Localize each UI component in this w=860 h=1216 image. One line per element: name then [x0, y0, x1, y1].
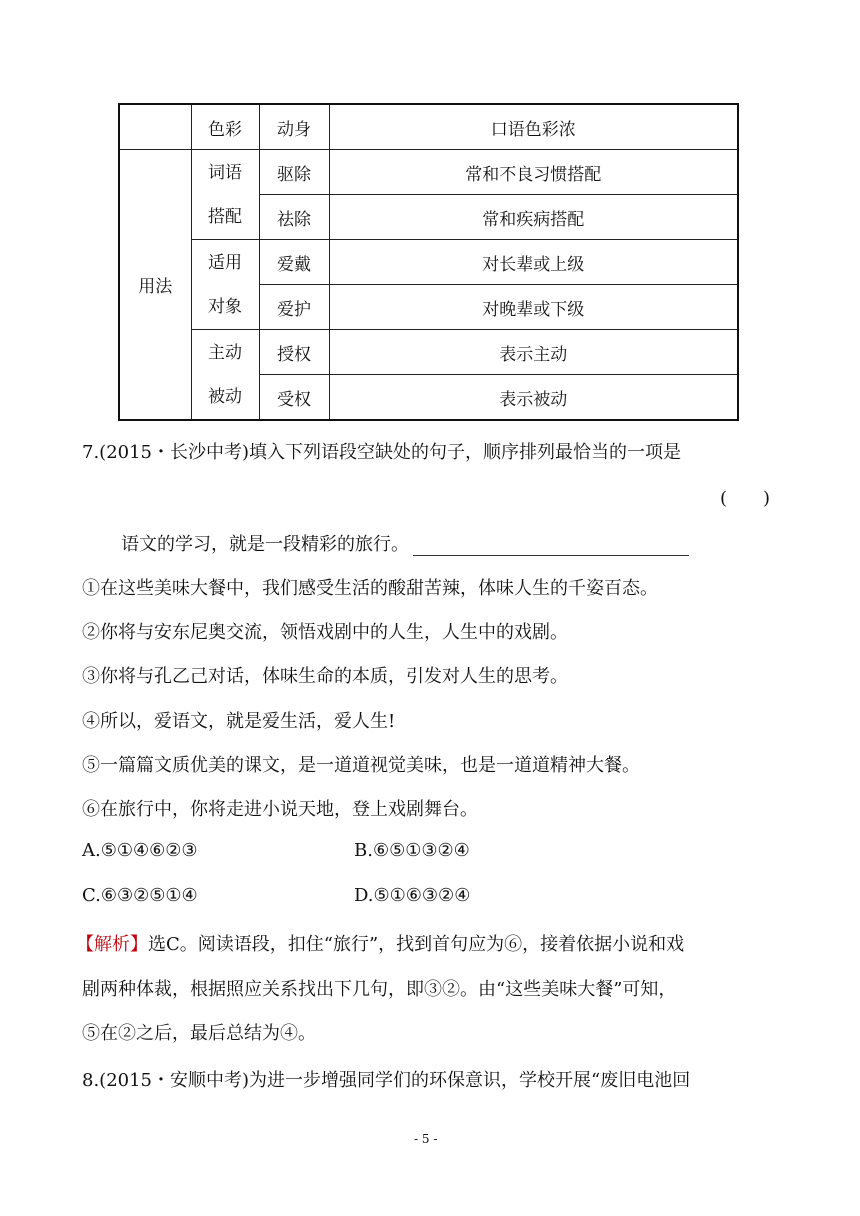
table-cell-note: 对长辈或上级	[329, 240, 738, 285]
answer-bracket: ( )	[720, 488, 771, 509]
vocabulary-comparison-table	[118, 103, 739, 421]
table-cell-word: 驱除	[259, 150, 329, 195]
category-line: 词语	[208, 162, 242, 183]
analysis-text: 选C。阅读语段，扣住“旅行”，找到首句应为⑥，接着依据小说和戏	[148, 934, 685, 955]
analysis-line-1	[76, 930, 684, 956]
table-cell-word: 受权	[259, 375, 329, 421]
sentence-4: ④所以，爱语文，就是爱生活，爱人生!	[82, 711, 396, 732]
table-cell-usage: 用法	[119, 150, 191, 421]
table-cell-category: 色彩	[191, 104, 259, 150]
table-cell-word: 爱护	[259, 285, 329, 330]
category-line: 适用	[208, 252, 242, 273]
category-line: 搭配	[208, 206, 242, 227]
analysis-line-3: ⑤在②之后，最后总结为④。	[82, 1023, 316, 1044]
category-line: 被动	[208, 386, 242, 407]
page-number: - 5 -	[414, 1132, 438, 1146]
table-cell-note: 表示被动	[329, 375, 738, 421]
category-line: 对象	[208, 296, 242, 317]
question-7-lead	[121, 530, 689, 556]
option-d: D.⑤①⑥③②④	[354, 885, 471, 906]
table-cell-word: 爱戴	[259, 240, 329, 285]
table-cell-note: 常和不良习惯搭配	[329, 150, 738, 195]
analysis-tag: 【解析】	[76, 934, 148, 955]
table-cell-category	[191, 330, 259, 421]
table-cell-note: 口语色彩浓	[329, 104, 738, 150]
table-cell-word: 祛除	[259, 195, 329, 240]
sentence-1: ①在这些美味大餐中，我们感受生活的酸甜苦辣，体味人生的千姿百态。	[82, 578, 658, 599]
table-cell-empty	[119, 104, 191, 150]
question-7-stem: 7.(2015・长沙中考)填入下列语段空缺处的句子，顺序排列最恰当的一项是	[82, 442, 682, 463]
sentence-6: ⑥在旅行中，你将走进小说天地，登上戏剧舞台。	[82, 799, 478, 820]
option-c: C.⑥③②⑤①④	[82, 885, 198, 906]
lead-text: 语文的学习，就是一段精彩的旅行。	[121, 534, 409, 555]
table-cell-note: 常和疾病搭配	[329, 195, 738, 240]
table-cell-note: 表示主动	[329, 330, 738, 375]
option-a: A.⑤①④⑥②③	[82, 840, 198, 861]
category-line: 主动	[208, 342, 242, 363]
table-cell-word: 授权	[259, 330, 329, 375]
option-b: B.⑥⑤①③②④	[354, 840, 470, 861]
table-cell-category	[191, 240, 259, 330]
sentence-3: ③你将与孔乙己对话，体味生命的本质，引发对人生的思考。	[82, 666, 568, 687]
table-cell-category	[191, 150, 259, 240]
answer-blank	[413, 537, 689, 556]
analysis-line-2: 剧两种体裁，根据照应关系找出下几句，即③②。由“这些美味大餐”可知，	[82, 979, 677, 1000]
sentence-2: ②你将与安东尼奥交流，领悟戏剧中的人生，人生中的戏剧。	[82, 622, 568, 643]
table-cell-note: 对晚辈或下级	[329, 285, 738, 330]
question-8-stem: 8.(2015・安顺中考)为进一步增强同学们的环保意识，学校开展“废旧电池回	[82, 1070, 691, 1091]
sentence-5: ⑤一篇篇文质优美的课文，是一道道视觉美味，也是一道道精神大餐。	[82, 755, 640, 776]
table-cell-word: 动身	[259, 104, 329, 150]
